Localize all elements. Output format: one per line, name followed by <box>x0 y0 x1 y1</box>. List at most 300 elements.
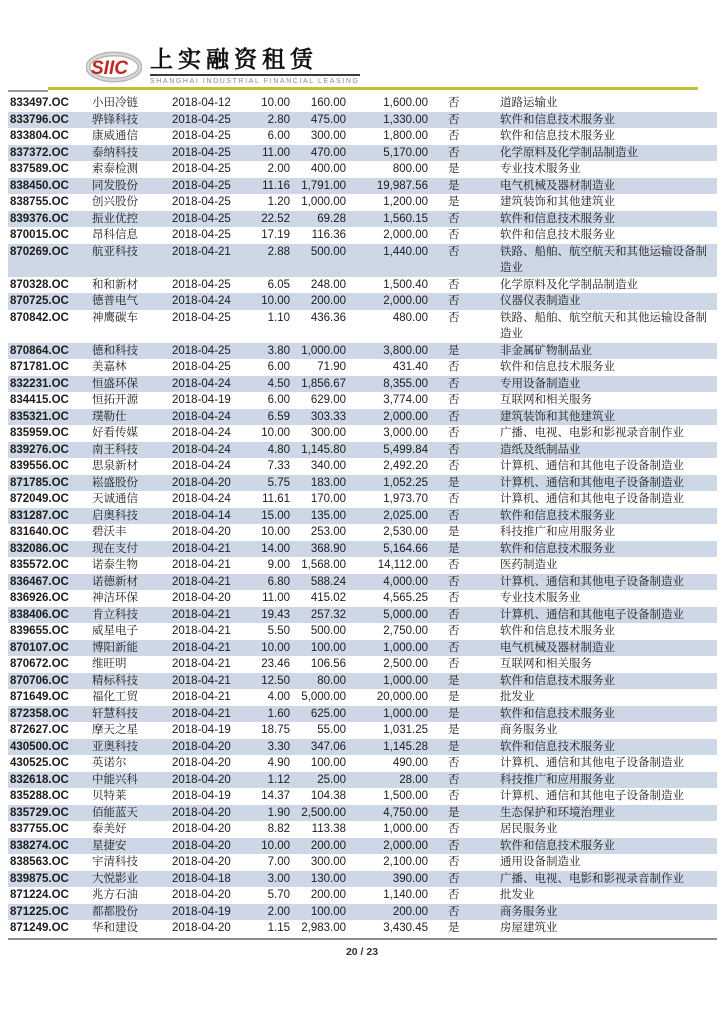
cell-industry: 计算机、通信和其他电子设备制造业 <box>500 493 684 505</box>
cell-num3: 1,140.00 <box>383 889 428 901</box>
cell-date: 2018-04-12 <box>172 97 231 109</box>
cell-num1: 11.16 <box>262 179 290 192</box>
cell-num1: 10.00 <box>261 839 290 852</box>
cell-code: 870864.OC <box>10 344 69 357</box>
cell-code: 832231.OC <box>10 377 69 390</box>
cell-name: 摩天之星 <box>92 724 138 736</box>
table-row <box>8 293 717 310</box>
cell-name: 好看传媒 <box>92 427 138 439</box>
company-title-cn: 上实融资租赁 <box>150 46 360 76</box>
cell-num1: 19.43 <box>261 608 290 621</box>
cell-name: 天诚通信 <box>92 493 138 505</box>
cell-num1: 8.82 <box>267 823 290 835</box>
table-row <box>8 442 717 459</box>
cell-name: 振业优控 <box>92 212 138 225</box>
table-bottom-rule <box>8 938 717 940</box>
cell-num2: 200.00 <box>310 295 346 307</box>
cell-num1: 10.00 <box>261 427 290 439</box>
table-row <box>8 161 717 178</box>
cell-name: 轩慧科技 <box>92 707 138 720</box>
cell-num3: 4,750.00 <box>383 806 428 819</box>
cell-date: 2018-04-21 <box>172 245 231 258</box>
cell-code: 871249.OC <box>10 922 69 934</box>
cell-name: 昂科信息 <box>92 229 138 241</box>
cell-date: 2018-04-25 <box>172 179 231 192</box>
cell-flag: 否 <box>448 641 460 654</box>
cell-industry: 铁路、船舶、航空航天和其他运输设备制造业 <box>500 311 707 340</box>
cell-flag: 否 <box>448 377 460 390</box>
cell-flag: 否 <box>448 443 460 456</box>
cell-industry: 专业技术服务业 <box>500 592 581 604</box>
cell-industry: 软件和信息技术服务业 <box>500 212 615 225</box>
table-row <box>8 920 717 937</box>
cell-industry: 批发业 <box>500 691 535 703</box>
table-row <box>8 821 717 838</box>
cell-date: 2018-04-21 <box>172 658 231 670</box>
cell-flag: 否 <box>448 278 460 291</box>
table-row <box>8 508 717 525</box>
cell-num1: 1.90 <box>267 806 290 819</box>
cell-industry: 建筑装饰和其他建筑业 <box>500 410 615 423</box>
cell-num2: 470.00 <box>310 146 346 159</box>
cell-code: 839655.OC <box>10 625 69 637</box>
cell-flag: 否 <box>448 410 460 423</box>
cell-industry: 电气机械及器材制造业 <box>500 179 615 192</box>
cell-num1: 4.50 <box>267 377 290 390</box>
cell-code: 831640.OC <box>10 526 69 538</box>
cell-name: 骅锋科技 <box>92 113 138 126</box>
cell-num3: 2,530.00 <box>383 526 428 538</box>
cell-num3: 5,164.66 <box>383 542 428 555</box>
cell-date: 2018-04-25 <box>172 163 231 175</box>
cell-num1: 3.00 <box>267 872 290 885</box>
cell-date: 2018-04-24 <box>172 377 231 390</box>
table-row <box>8 805 717 822</box>
cell-industry: 计算机、通信和其他电子设备制造业 <box>500 757 684 769</box>
cell-num2: 500.00 <box>310 245 346 258</box>
cell-flag: 否 <box>448 608 460 621</box>
cell-industry: 软件和信息技术服务业 <box>500 509 615 522</box>
cell-code: 833796.OC <box>10 113 69 126</box>
cell-flag: 否 <box>448 592 460 604</box>
cell-num3: 5,499.84 <box>383 443 428 456</box>
cell-num1: 6.80 <box>267 575 290 588</box>
cell-flag: 否 <box>448 493 460 505</box>
cell-num3: 5,170.00 <box>383 146 428 159</box>
cell-num2: 500.00 <box>310 625 346 637</box>
table-row <box>8 178 717 195</box>
cell-num2: 1,568.00 <box>301 559 346 571</box>
cell-code: 835572.OC <box>10 559 69 571</box>
cell-code: 832086.OC <box>10 542 69 555</box>
cell-name: 都都股份 <box>92 905 138 918</box>
cell-num3: 14,112.00 <box>377 559 428 571</box>
cell-industry: 专业技术服务业 <box>500 163 581 175</box>
cell-name: 小田冷链 <box>92 97 138 109</box>
cell-date: 2018-04-24 <box>172 427 231 439</box>
cell-num3: 1,000.00 <box>383 674 428 687</box>
cell-num2: 625.00 <box>310 707 346 720</box>
cell-num2: 368.90 <box>310 542 346 555</box>
cell-num3: 1,600.00 <box>383 97 428 109</box>
cell-flag: 是 <box>448 691 460 703</box>
cell-num2: 100.00 <box>310 905 346 918</box>
cell-flag: 是 <box>448 344 460 357</box>
cell-flag: 是 <box>448 922 460 934</box>
company-subtitle-en: SHANGHAI INDUSTRIAL FINANCIAL LEASING <box>150 78 360 85</box>
cell-num1: 1.12 <box>267 773 290 786</box>
cell-date: 2018-04-21 <box>172 625 231 637</box>
cell-code: 870706.OC <box>10 674 69 687</box>
cell-num3: 3,430.45 <box>383 922 428 934</box>
table-row <box>8 607 717 624</box>
cell-flag: 否 <box>448 245 460 258</box>
cell-num3: 3,774.00 <box>383 394 428 406</box>
cell-flag: 否 <box>448 509 460 522</box>
cell-num1: 12.50 <box>261 674 290 687</box>
cell-num2: 104.38 <box>310 790 346 802</box>
cell-industry: 软件和信息技术服务业 <box>500 625 615 637</box>
cell-date: 2018-04-20 <box>172 806 231 819</box>
cell-industry: 广播、电视、电影和影视录音制作业 <box>500 427 684 439</box>
cell-num2: 1,856.67 <box>301 377 346 390</box>
cell-num1: 1.10 <box>267 311 290 324</box>
cell-num2: 257.32 <box>310 608 346 621</box>
table-row <box>8 244 717 277</box>
header-rule-gray <box>8 90 48 92</box>
table-row <box>8 359 717 376</box>
cell-industry: 道路运输业 <box>500 97 558 109</box>
table-row <box>8 211 717 228</box>
cell-date: 2018-04-25 <box>172 212 231 225</box>
cell-num2: 2,983.00 <box>301 922 346 934</box>
cell-code: 839875.OC <box>10 872 69 885</box>
cell-num2: 1,791.00 <box>301 179 346 192</box>
cell-industry: 软件和信息技术服务业 <box>500 674 615 687</box>
table-row <box>8 854 717 871</box>
cell-industry: 铁路、船舶、航空航天和其他运输设备制造业 <box>500 245 707 274</box>
cell-num3: 2,025.00 <box>383 509 428 522</box>
cell-num3: 1,052.25 <box>383 476 428 489</box>
cell-name: 同发股份 <box>92 179 138 192</box>
cell-name: 索泰检测 <box>92 163 138 175</box>
cell-num1: 11.00 <box>262 146 290 159</box>
cell-date: 2018-04-20 <box>172 856 231 868</box>
cell-flag: 否 <box>448 146 460 159</box>
cell-num1: 4.80 <box>267 443 290 456</box>
table-row <box>8 194 717 211</box>
cell-date: 2018-04-21 <box>172 707 231 720</box>
table-row <box>8 343 717 360</box>
cell-flag: 否 <box>448 559 460 571</box>
cell-code: 839276.OC <box>10 443 69 456</box>
cell-num1: 7.33 <box>267 460 290 472</box>
cell-industry: 计算机、通信和其他电子设备制造业 <box>500 790 684 802</box>
cell-flag: 否 <box>448 212 460 225</box>
cell-num1: 2.88 <box>267 245 290 258</box>
cell-industry: 非金属矿物制品业 <box>500 344 592 357</box>
cell-num1: 17.19 <box>261 229 290 241</box>
cell-num3: 1,330.00 <box>383 113 428 126</box>
cell-flag: 否 <box>448 311 460 324</box>
table-row <box>8 475 717 492</box>
cell-num2: 248.00 <box>310 278 346 291</box>
table-row <box>8 772 717 789</box>
cell-name: 神鹰碳车 <box>92 311 138 324</box>
cell-num3: 1,440.00 <box>383 245 428 258</box>
cell-num1: 10.00 <box>261 295 290 307</box>
cell-date: 2018-04-14 <box>172 509 231 522</box>
cell-code: 833497.OC <box>10 97 69 109</box>
cell-code: 872627.OC <box>10 724 69 736</box>
table-row <box>8 145 717 162</box>
cell-flag: 是 <box>448 724 460 736</box>
cell-name: 星捷安 <box>92 839 127 852</box>
cell-name: 泰纳科技 <box>92 146 138 159</box>
cell-num1: 4.00 <box>267 691 290 703</box>
cell-code: 837755.OC <box>10 823 69 835</box>
cell-date: 2018-04-25 <box>172 344 231 357</box>
cell-name: 和和新材 <box>92 278 138 291</box>
cell-date: 2018-04-25 <box>172 278 231 291</box>
cell-num1: 14.00 <box>261 542 290 555</box>
cell-flag: 否 <box>448 427 460 439</box>
cell-num3: 2,000.00 <box>383 229 428 241</box>
cell-num1: 6.00 <box>267 361 290 373</box>
table-row <box>8 128 717 145</box>
cell-date: 2018-04-24 <box>172 460 231 472</box>
cell-num2: 2,500.00 <box>301 806 346 819</box>
cell-date: 2018-04-18 <box>172 872 231 885</box>
cell-name: 德普电气 <box>92 295 138 307</box>
cell-num2: 436.36 <box>310 311 346 324</box>
cell-industry: 软件和信息技术服务业 <box>500 361 615 373</box>
cell-num3: 5,000.00 <box>383 608 428 621</box>
cell-num2: 25.00 <box>317 773 346 786</box>
cell-date: 2018-04-20 <box>172 889 231 901</box>
cell-num3: 1,145.28 <box>383 740 428 753</box>
cell-num3: 19,987.56 <box>376 179 428 192</box>
cell-num3: 390.00 <box>392 872 428 885</box>
cell-industry: 化学原料及化学制品制造业 <box>500 146 638 159</box>
cell-code: 835959.OC <box>10 427 69 439</box>
cell-name: 碧沃丰 <box>92 526 127 538</box>
cell-num2: 415.02 <box>310 592 346 604</box>
cell-name: 贝特莱 <box>92 790 127 802</box>
cell-num3: 2,500.00 <box>383 658 428 670</box>
cell-num3: 28.00 <box>399 773 428 786</box>
cell-num1: 6.05 <box>267 278 290 291</box>
cell-industry: 通用设备制造业 <box>500 856 581 868</box>
cell-name: 美嘉林 <box>92 361 127 373</box>
cell-num2: 100.00 <box>310 757 346 769</box>
cell-num1: 2.80 <box>267 113 290 126</box>
cell-flag: 否 <box>448 773 460 786</box>
cell-date: 2018-04-24 <box>172 443 231 456</box>
cell-code: 871649.OC <box>10 691 69 703</box>
cell-name: 崧盛股份 <box>92 476 138 489</box>
cell-industry: 居民服务业 <box>500 823 558 835</box>
cell-num1: 2.00 <box>267 163 290 175</box>
cell-num1: 3.30 <box>267 740 290 753</box>
cell-num2: 303.33 <box>310 410 346 423</box>
cell-num3: 1,031.25 <box>383 724 428 736</box>
cell-num1: 2.00 <box>267 905 290 918</box>
cell-flag: 否 <box>448 130 460 142</box>
securities-table <box>8 95 717 937</box>
cell-num3: 431.40 <box>392 361 428 373</box>
cell-industry: 软件和信息技术服务业 <box>500 707 615 720</box>
cell-date: 2018-04-20 <box>172 773 231 786</box>
cell-industry: 电气机械及器材制造业 <box>500 641 615 654</box>
cell-date: 2018-04-25 <box>172 196 231 208</box>
cell-code: 870842.OC <box>10 311 69 324</box>
cell-name: 兆方石油 <box>92 889 138 901</box>
cell-date: 2018-04-19 <box>172 790 231 802</box>
cell-flag: 否 <box>448 113 460 126</box>
table-row <box>8 491 717 508</box>
table-row <box>8 904 717 921</box>
cell-num3: 4,000.00 <box>383 575 428 588</box>
cell-name: 德和科技 <box>92 344 138 357</box>
cell-num3: 1,500.00 <box>383 790 428 802</box>
cell-num3: 2,000.00 <box>383 410 428 423</box>
cell-num2: 629.00 <box>310 394 346 406</box>
table-row <box>8 376 717 393</box>
cell-industry: 计算机、通信和其他电子设备制造业 <box>500 608 684 621</box>
cell-industry: 批发业 <box>500 889 535 901</box>
cell-code: 430500.OC <box>10 740 69 753</box>
cell-name: 启奥科技 <box>92 509 138 522</box>
cell-industry: 生态保护和环境治理业 <box>500 806 615 819</box>
cell-industry: 化学原料及化学制品制造业 <box>500 278 638 291</box>
cell-code: 871225.OC <box>10 905 69 918</box>
cell-code: 839556.OC <box>10 460 69 472</box>
cell-date: 2018-04-21 <box>172 542 231 555</box>
cell-date: 2018-04-24 <box>172 295 231 307</box>
cell-date: 2018-04-21 <box>172 608 231 621</box>
cell-industry: 医药制造业 <box>500 559 558 571</box>
cell-num2: 5,000.00 <box>301 691 346 703</box>
cell-name: 南王科技 <box>92 443 138 456</box>
table-row <box>8 623 717 640</box>
cell-code: 836926.OC <box>10 592 69 604</box>
cell-num3: 1,800.00 <box>383 130 428 142</box>
cell-num1: 7.00 <box>267 856 290 868</box>
cell-num2: 475.00 <box>310 113 346 126</box>
cell-code: 870672.OC <box>10 658 69 670</box>
cell-num2: 300.00 <box>310 130 346 142</box>
cell-num3: 2,492.20 <box>383 460 428 472</box>
cell-industry: 广播、电视、电影和影视录音制作业 <box>500 872 684 885</box>
cell-flag: 否 <box>448 889 460 901</box>
cell-num1: 23.46 <box>261 658 290 670</box>
table-row <box>8 722 717 739</box>
cell-flag: 否 <box>448 295 460 307</box>
table-row <box>8 590 717 607</box>
cell-num2: 1,145.80 <box>301 443 346 456</box>
cell-num3: 1,560.15 <box>383 212 428 225</box>
table-row <box>8 95 717 112</box>
table-row <box>8 656 717 673</box>
cell-num2: 1,000.00 <box>301 196 346 208</box>
cell-flag: 是 <box>448 674 460 687</box>
cell-num1: 10.00 <box>261 526 290 538</box>
cell-flag: 否 <box>448 757 460 769</box>
cell-num1: 5.50 <box>267 625 290 637</box>
cell-num1: 10.00 <box>261 97 290 109</box>
cell-num1: 6.00 <box>267 394 290 406</box>
company-logo <box>86 46 360 85</box>
table-row <box>8 739 717 756</box>
cell-flag: 否 <box>448 839 460 852</box>
cell-date: 2018-04-20 <box>172 823 231 835</box>
table-row <box>8 392 717 409</box>
cell-date: 2018-04-20 <box>172 839 231 852</box>
cell-flag: 是 <box>448 196 460 208</box>
cell-code: 831287.OC <box>10 509 69 522</box>
cell-num1: 5.75 <box>267 476 290 489</box>
cell-name: 恒拓开源 <box>92 394 138 406</box>
cell-flag: 否 <box>448 790 460 802</box>
cell-code: 838563.OC <box>10 856 69 868</box>
cell-name: 福化工贸 <box>92 691 138 703</box>
siic-globe-icon <box>86 50 142 84</box>
cell-num1: 15.00 <box>261 509 290 522</box>
cell-code: 872049.OC <box>10 493 69 505</box>
cell-name: 创兴股份 <box>92 196 138 208</box>
cell-industry: 互联网和相关服务 <box>500 394 592 406</box>
cell-industry: 计算机、通信和其他电子设备制造业 <box>500 575 684 588</box>
cell-flag: 否 <box>448 394 460 406</box>
cell-name: 诺德新材 <box>92 575 138 588</box>
siic-mark-text: SIIC <box>91 58 128 79</box>
cell-num1: 10.00 <box>261 641 290 654</box>
cell-code: 835729.OC <box>10 806 69 819</box>
table-row <box>8 871 717 888</box>
cell-flag: 否 <box>448 460 460 472</box>
cell-num3: 1,000.00 <box>383 707 428 720</box>
cell-num3: 1,200.00 <box>383 196 428 208</box>
cell-num2: 400.00 <box>310 163 346 175</box>
cell-code: 836467.OC <box>10 575 69 588</box>
cell-num1: 18.75 <box>261 724 290 736</box>
cell-name: 大悦影业 <box>92 872 138 885</box>
cell-name: 佰能蓝天 <box>92 806 138 819</box>
cell-industry: 互联网和相关服务 <box>500 658 592 670</box>
cell-code: 870015.OC <box>10 229 69 241</box>
cell-flag: 否 <box>448 905 460 918</box>
cell-num2: 200.00 <box>310 889 346 901</box>
cell-code: 834415.OC <box>10 394 69 406</box>
cell-num3: 3,000.00 <box>383 427 428 439</box>
cell-name: 宇清科技 <box>92 856 138 868</box>
cell-flag: 是 <box>448 163 460 175</box>
table-row <box>8 541 717 558</box>
cell-code: 870328.OC <box>10 278 69 291</box>
cell-date: 2018-04-21 <box>172 575 231 588</box>
cell-num2: 130.00 <box>310 872 346 885</box>
cell-num2: 69.28 <box>317 212 346 225</box>
table-row <box>8 788 717 805</box>
cell-num3: 20,000.00 <box>376 691 428 703</box>
cell-flag: 是 <box>448 476 460 489</box>
cell-date: 2018-04-20 <box>172 526 231 538</box>
table-row <box>8 112 717 129</box>
cell-num3: 1,000.00 <box>383 641 428 654</box>
table-row <box>8 277 717 294</box>
cell-date: 2018-04-20 <box>172 592 231 604</box>
